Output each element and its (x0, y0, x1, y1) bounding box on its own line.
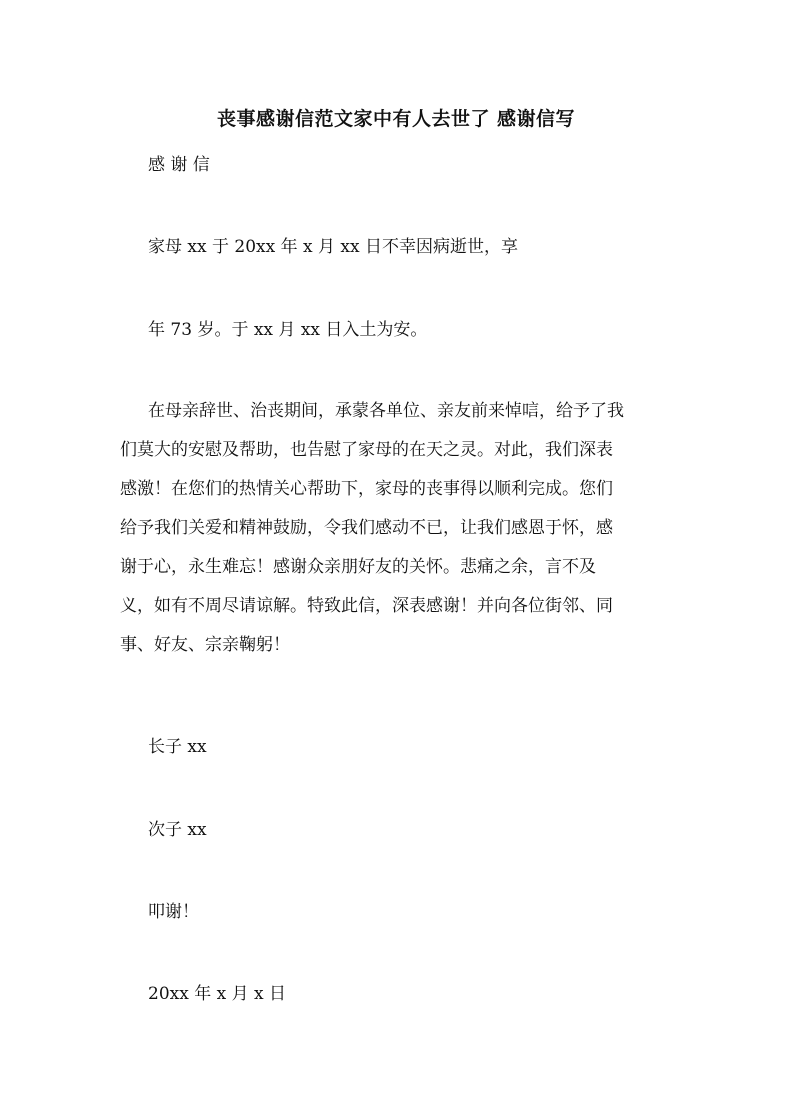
body-line: 谢于心，永生难忘！感谢众亲朋好友的关怀。悲痛之余，言不及 (120, 557, 596, 577)
body-line: 给予我们关爱和精神鼓励，令我们感动不已，让我们感恩于怀，感 (120, 518, 613, 538)
closing-thanks: 叩谢！ (148, 902, 199, 922)
signature-eldest-son: 长子 xx (148, 737, 207, 757)
intro-line-1: 家母 xx 于 20xx 年 x 月 xx 日不幸因病逝世，享 (148, 237, 518, 257)
signature-second-son: 次子 xx (148, 820, 207, 840)
body-line: 们莫大的安慰及帮助，也告慰了家母的在天之灵。对此，我们深表 (120, 440, 613, 460)
document-title: 丧事感谢信范文家中有人去世了 感谢信写 (216, 108, 576, 130)
body-line: 在母亲辞世、治丧期间，承蒙各单位、亲友前来悼唁，给予了我 (148, 401, 624, 421)
body-line: 事、好友、宗亲鞠躬！ (120, 635, 290, 655)
body-line: 义，如有不周尽请谅解。特致此信，深表感谢！并向各位街邻、同 (120, 596, 613, 616)
letter-heading: 感 谢 信 (148, 155, 210, 175)
body-line: 感激！在您们的热情关心帮助下，家母的丧事得以顺利完成。您们 (120, 479, 613, 499)
body-paragraph (120, 392, 680, 665)
letter-date: 20xx 年 x 月 x 日 (148, 984, 287, 1004)
intro-line-2: 年 73 岁。于 xx 月 xx 日入土为安。 (148, 320, 428, 340)
